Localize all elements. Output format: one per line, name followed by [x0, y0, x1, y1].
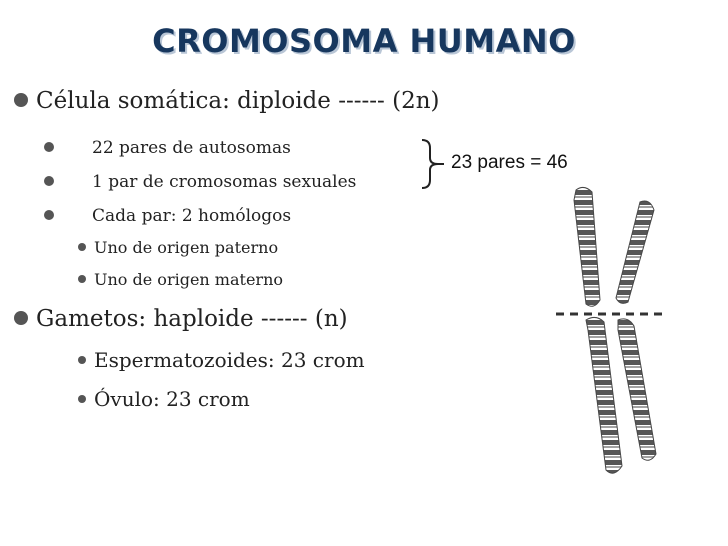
bullet-text: Cada par: 2 homólogos [92, 206, 292, 226]
bullet-somatic-cell [14, 88, 440, 114]
bullet-dot-icon [14, 93, 28, 107]
pairs-total-note: 23 pares = 46 [451, 152, 568, 173]
curly-brace-icon [418, 138, 444, 190]
bullet-ovum [78, 387, 250, 411]
bullet-text: Uno de origen materno [94, 270, 283, 289]
bullet-gametes [14, 306, 348, 332]
bullet-dot-icon [78, 356, 86, 364]
bullet-text: Uno de origen paterno [94, 238, 279, 257]
bullet-homologs [44, 206, 291, 226]
bullet-dot-icon [78, 395, 86, 403]
bullet-dot-icon [44, 210, 54, 220]
bullet-text: 22 pares de autosomas [92, 138, 291, 158]
bullet-sex-chromosomes [44, 172, 356, 192]
bullet-sperm [78, 348, 365, 372]
bullet-dot-icon [14, 311, 28, 325]
bullet-maternal [78, 270, 283, 289]
bullet-dot-icon [44, 176, 54, 186]
bullet-text: Óvulo: 23 crom [94, 387, 250, 411]
chromosome-pair-image [548, 170, 668, 490]
bullet-autosomes [44, 138, 291, 158]
bullet-text: 1 par de cromosomas sexuales [92, 172, 357, 192]
bullet-text: Célula somática: diploide ------ (2n) [36, 88, 440, 114]
bullet-text: Gametos: haploide ------ (n) [36, 306, 348, 332]
bullet-dot-icon [78, 275, 86, 283]
bullet-dot-icon [78, 243, 86, 251]
bullet-text: Espermatozoides: 23 crom [94, 348, 365, 372]
slide-title: CROMOSOMA HUMANO [152, 22, 576, 60]
bullet-paternal [78, 238, 278, 257]
bullet-dot-icon [44, 142, 54, 152]
